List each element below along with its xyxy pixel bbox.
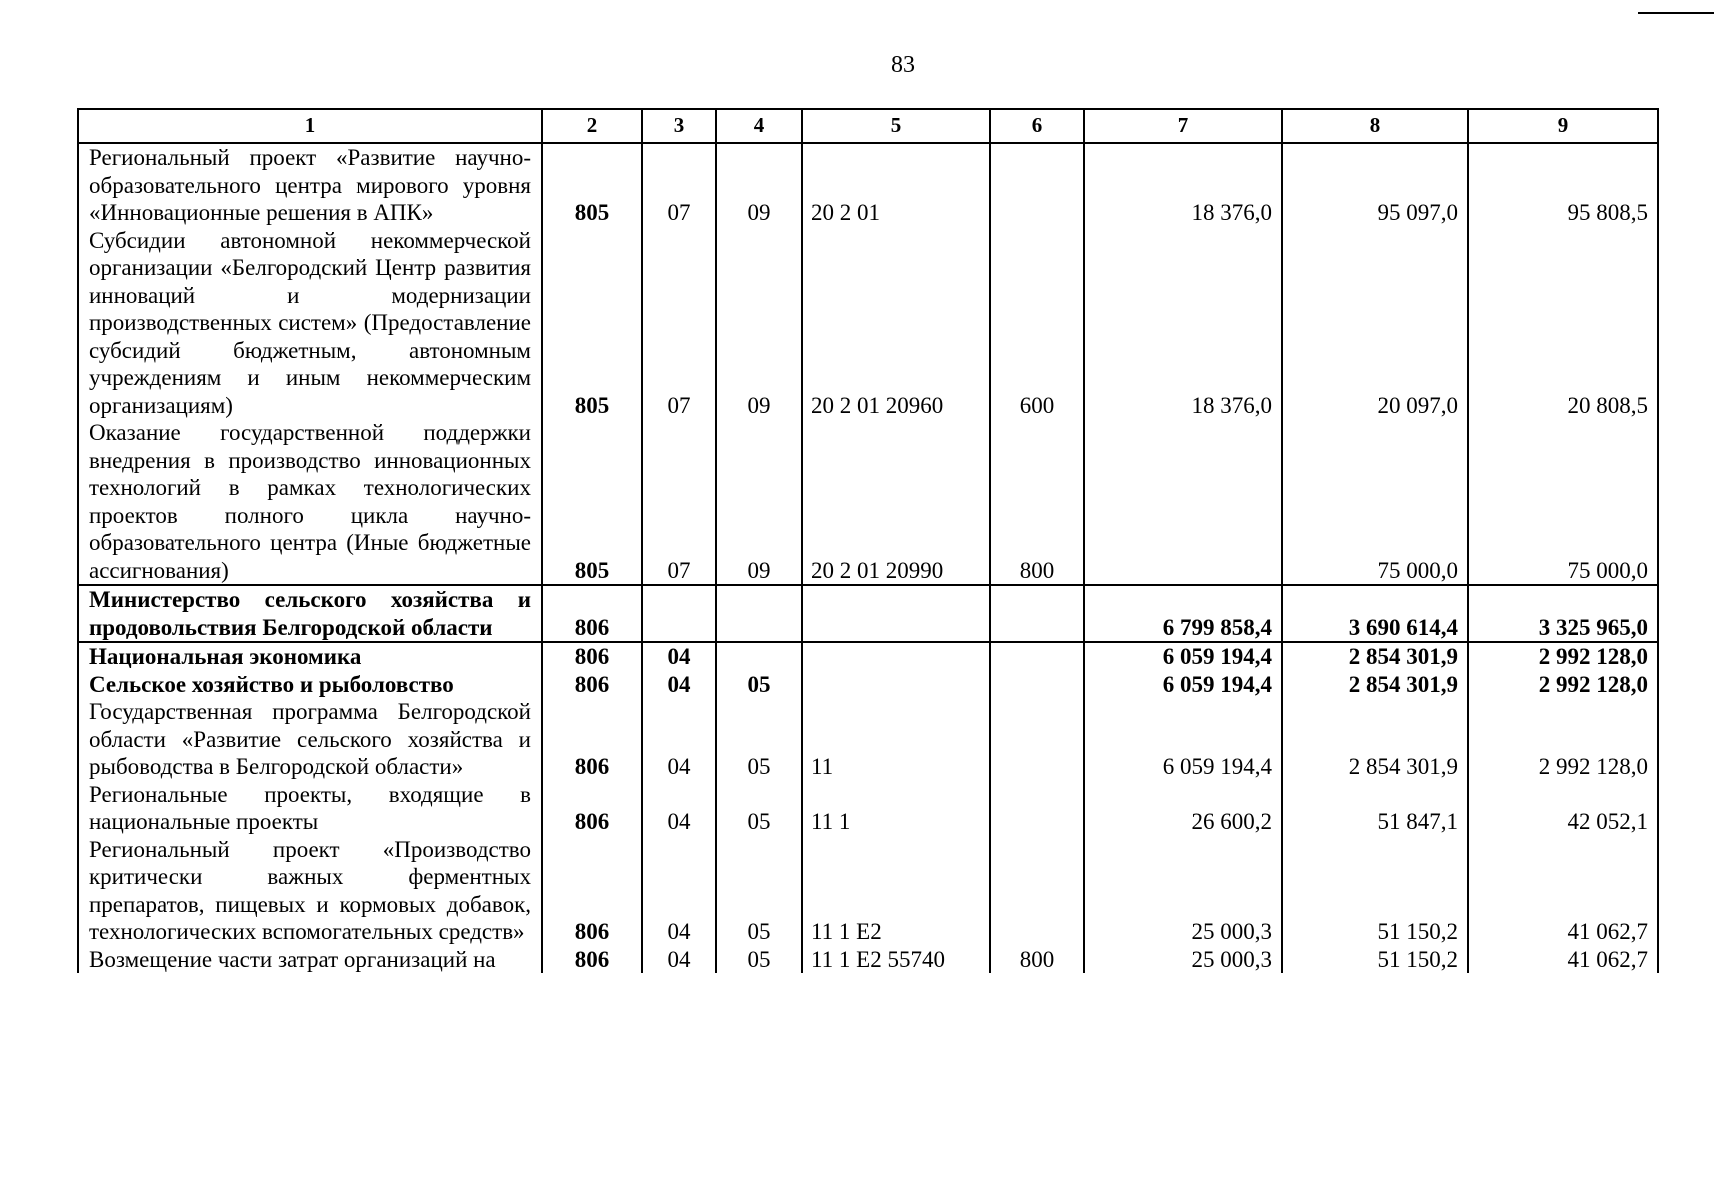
- row-description: Национальная экономика: [78, 642, 542, 671]
- subsection-code: 05: [716, 671, 802, 699]
- amount-col-8: 3 690 614,4: [1282, 585, 1468, 642]
- header-col-8: 8: [1282, 109, 1468, 143]
- table-row: [78, 227, 1658, 420]
- subsection-code: 09: [716, 227, 802, 420]
- header-col-4: 4: [716, 109, 802, 143]
- page-corner-line: [1638, 12, 1714, 14]
- expense-type-code: [990, 143, 1084, 227]
- amount-col-7: 6 059 194,4: [1084, 671, 1282, 699]
- target-article-code: 11 1: [802, 781, 990, 836]
- page-number: 83: [891, 52, 915, 78]
- section-code: 07: [642, 419, 716, 585]
- row-description: Региональный проект «Развитие научно-образовательного центра мирового уровня «Инновационные решения в АПК»: [78, 143, 542, 227]
- amount-col-7: 6 059 194,4: [1084, 642, 1282, 671]
- amount-col-7: 6 799 858,4: [1084, 585, 1282, 642]
- amount-col-9: 95 808,5: [1468, 143, 1658, 227]
- target-article-code: 11: [802, 698, 990, 781]
- amount-col-8: 2 854 301,9: [1282, 698, 1468, 781]
- target-article-code: [802, 585, 990, 642]
- subsection-code: 05: [716, 781, 802, 836]
- budget-table: [77, 108, 1659, 973]
- subsection-code: [716, 585, 802, 642]
- target-article-code: 20 2 01 20990: [802, 419, 990, 585]
- section-code: 04: [642, 698, 716, 781]
- amount-col-7: [1084, 419, 1282, 585]
- amount-col-8: 20 097,0: [1282, 227, 1468, 420]
- amount-col-9: 42 052,1: [1468, 781, 1658, 836]
- amount-col-9: 2 992 128,0: [1468, 698, 1658, 781]
- amount-col-9: 20 808,5: [1468, 227, 1658, 420]
- amount-col-8: 51 150,2: [1282, 946, 1468, 974]
- target-article-code: 20 2 01 20960: [802, 227, 990, 420]
- expense-type-code: [990, 836, 1084, 946]
- expense-type-code: [990, 781, 1084, 836]
- row-description: Сельское хозяйство и рыболовство: [78, 671, 542, 699]
- table-row: [78, 419, 1658, 585]
- amount-col-9: 2 992 128,0: [1468, 642, 1658, 671]
- subsection-code: 09: [716, 143, 802, 227]
- ministry-code: 806: [542, 781, 642, 836]
- page-bottom-margin: [0, 1086, 1714, 1200]
- amount-col-9: 2 992 128,0: [1468, 671, 1658, 699]
- target-article-code: [802, 671, 990, 699]
- target-article-code: 11 1 E2 55740: [802, 946, 990, 974]
- amount-col-9: 75 000,0: [1468, 419, 1658, 585]
- table-row-ministry: [78, 585, 1658, 642]
- amount-col-8: 75 000,0: [1282, 419, 1468, 585]
- expense-type-code: [990, 671, 1084, 699]
- subsection-code: 09: [716, 419, 802, 585]
- row-description: Региональный проект «Производство критически важных ферментных препаратов, пищевых и кормовых добавок, технологических вспомогательных средств»: [78, 836, 542, 946]
- row-description: Оказание государственной поддержки внедрения в производство инновационных технологий в рамках технологических проектов полного цикла научно-образовательного центра (Иные бюджетные ассигнования): [78, 419, 542, 585]
- ministry-code: 806: [542, 946, 642, 974]
- table-row: [78, 698, 1658, 781]
- amount-col-7: 18 376,0: [1084, 143, 1282, 227]
- header-col-9: 9: [1468, 109, 1658, 143]
- amount-col-9: 41 062,7: [1468, 946, 1658, 974]
- amount-col-7: 25 000,3: [1084, 836, 1282, 946]
- ministry-code: 806: [542, 671, 642, 699]
- table-row-section: [78, 642, 1658, 671]
- amount-col-7: 25 000,3: [1084, 946, 1282, 974]
- section-code: 04: [642, 836, 716, 946]
- amount-col-8: 51 150,2: [1282, 836, 1468, 946]
- header-col-6: 6: [990, 109, 1084, 143]
- table-row: [78, 143, 1658, 227]
- expense-type-code: 800: [990, 946, 1084, 974]
- section-code: [642, 585, 716, 642]
- target-article-code: 20 2 01: [802, 143, 990, 227]
- table-row: [78, 836, 1658, 946]
- ministry-code: 805: [542, 227, 642, 420]
- row-description: Субсидии автономной некоммерческой организации «Белгородский Центр развития инноваций и модернизации производственных систем» (Предоставление субсидий бюджетным, автономным учреждениям и иным некоммерческим организациям): [78, 227, 542, 420]
- amount-col-8: 2 854 301,9: [1282, 671, 1468, 699]
- header-col-7: 7: [1084, 109, 1282, 143]
- target-article-code: [802, 642, 990, 671]
- subsection-code: [716, 642, 802, 671]
- header-col-5: 5: [802, 109, 990, 143]
- header-row: [78, 109, 1658, 143]
- section-code: 04: [642, 642, 716, 671]
- section-code: 04: [642, 671, 716, 699]
- expense-type-code: 800: [990, 419, 1084, 585]
- section-code: 07: [642, 227, 716, 420]
- amount-col-9: 41 062,7: [1468, 836, 1658, 946]
- section-code: 04: [642, 946, 716, 974]
- ministry-code: 806: [542, 836, 642, 946]
- amount-col-8: 51 847,1: [1282, 781, 1468, 836]
- header-col-2: 2: [542, 109, 642, 143]
- amount-col-9: 3 325 965,0: [1468, 585, 1658, 642]
- expense-type-code: 600: [990, 227, 1084, 420]
- expense-type-code: [990, 585, 1084, 642]
- expense-type-code: [990, 642, 1084, 671]
- subsection-code: 05: [716, 698, 802, 781]
- target-article-code: 11 1 E2: [802, 836, 990, 946]
- ministry-code: 806: [542, 698, 642, 781]
- expense-type-code: [990, 698, 1084, 781]
- row-description: Региональные проекты, входящие в национальные проекты: [78, 781, 542, 836]
- amount-col-7: 6 059 194,4: [1084, 698, 1282, 781]
- amount-col-8: 2 854 301,9: [1282, 642, 1468, 671]
- amount-col-8: 95 097,0: [1282, 143, 1468, 227]
- section-code: 04: [642, 781, 716, 836]
- table-row: [78, 946, 1658, 974]
- subsection-code: 05: [716, 836, 802, 946]
- table-row: [78, 781, 1658, 836]
- table-row-subsection: [78, 671, 1658, 699]
- ministry-code: 805: [542, 419, 642, 585]
- header-col-3: 3: [642, 109, 716, 143]
- ministry-code: 806: [542, 585, 642, 642]
- row-description: Государственная программа Белгородской области «Развитие сельского хозяйства и рыбоводства в Белгородской области»: [78, 698, 542, 781]
- ministry-code: 806: [542, 642, 642, 671]
- header-col-1: 1: [78, 109, 542, 143]
- amount-col-7: 26 600,2: [1084, 781, 1282, 836]
- amount-col-7: 18 376,0: [1084, 227, 1282, 420]
- row-description: Министерство сельского хозяйства и продовольствия Белгородской области: [78, 585, 542, 642]
- subsection-code: 05: [716, 946, 802, 974]
- ministry-code: 805: [542, 143, 642, 227]
- row-description: Возмещение части затрат организаций на: [78, 946, 542, 974]
- section-code: 07: [642, 143, 716, 227]
